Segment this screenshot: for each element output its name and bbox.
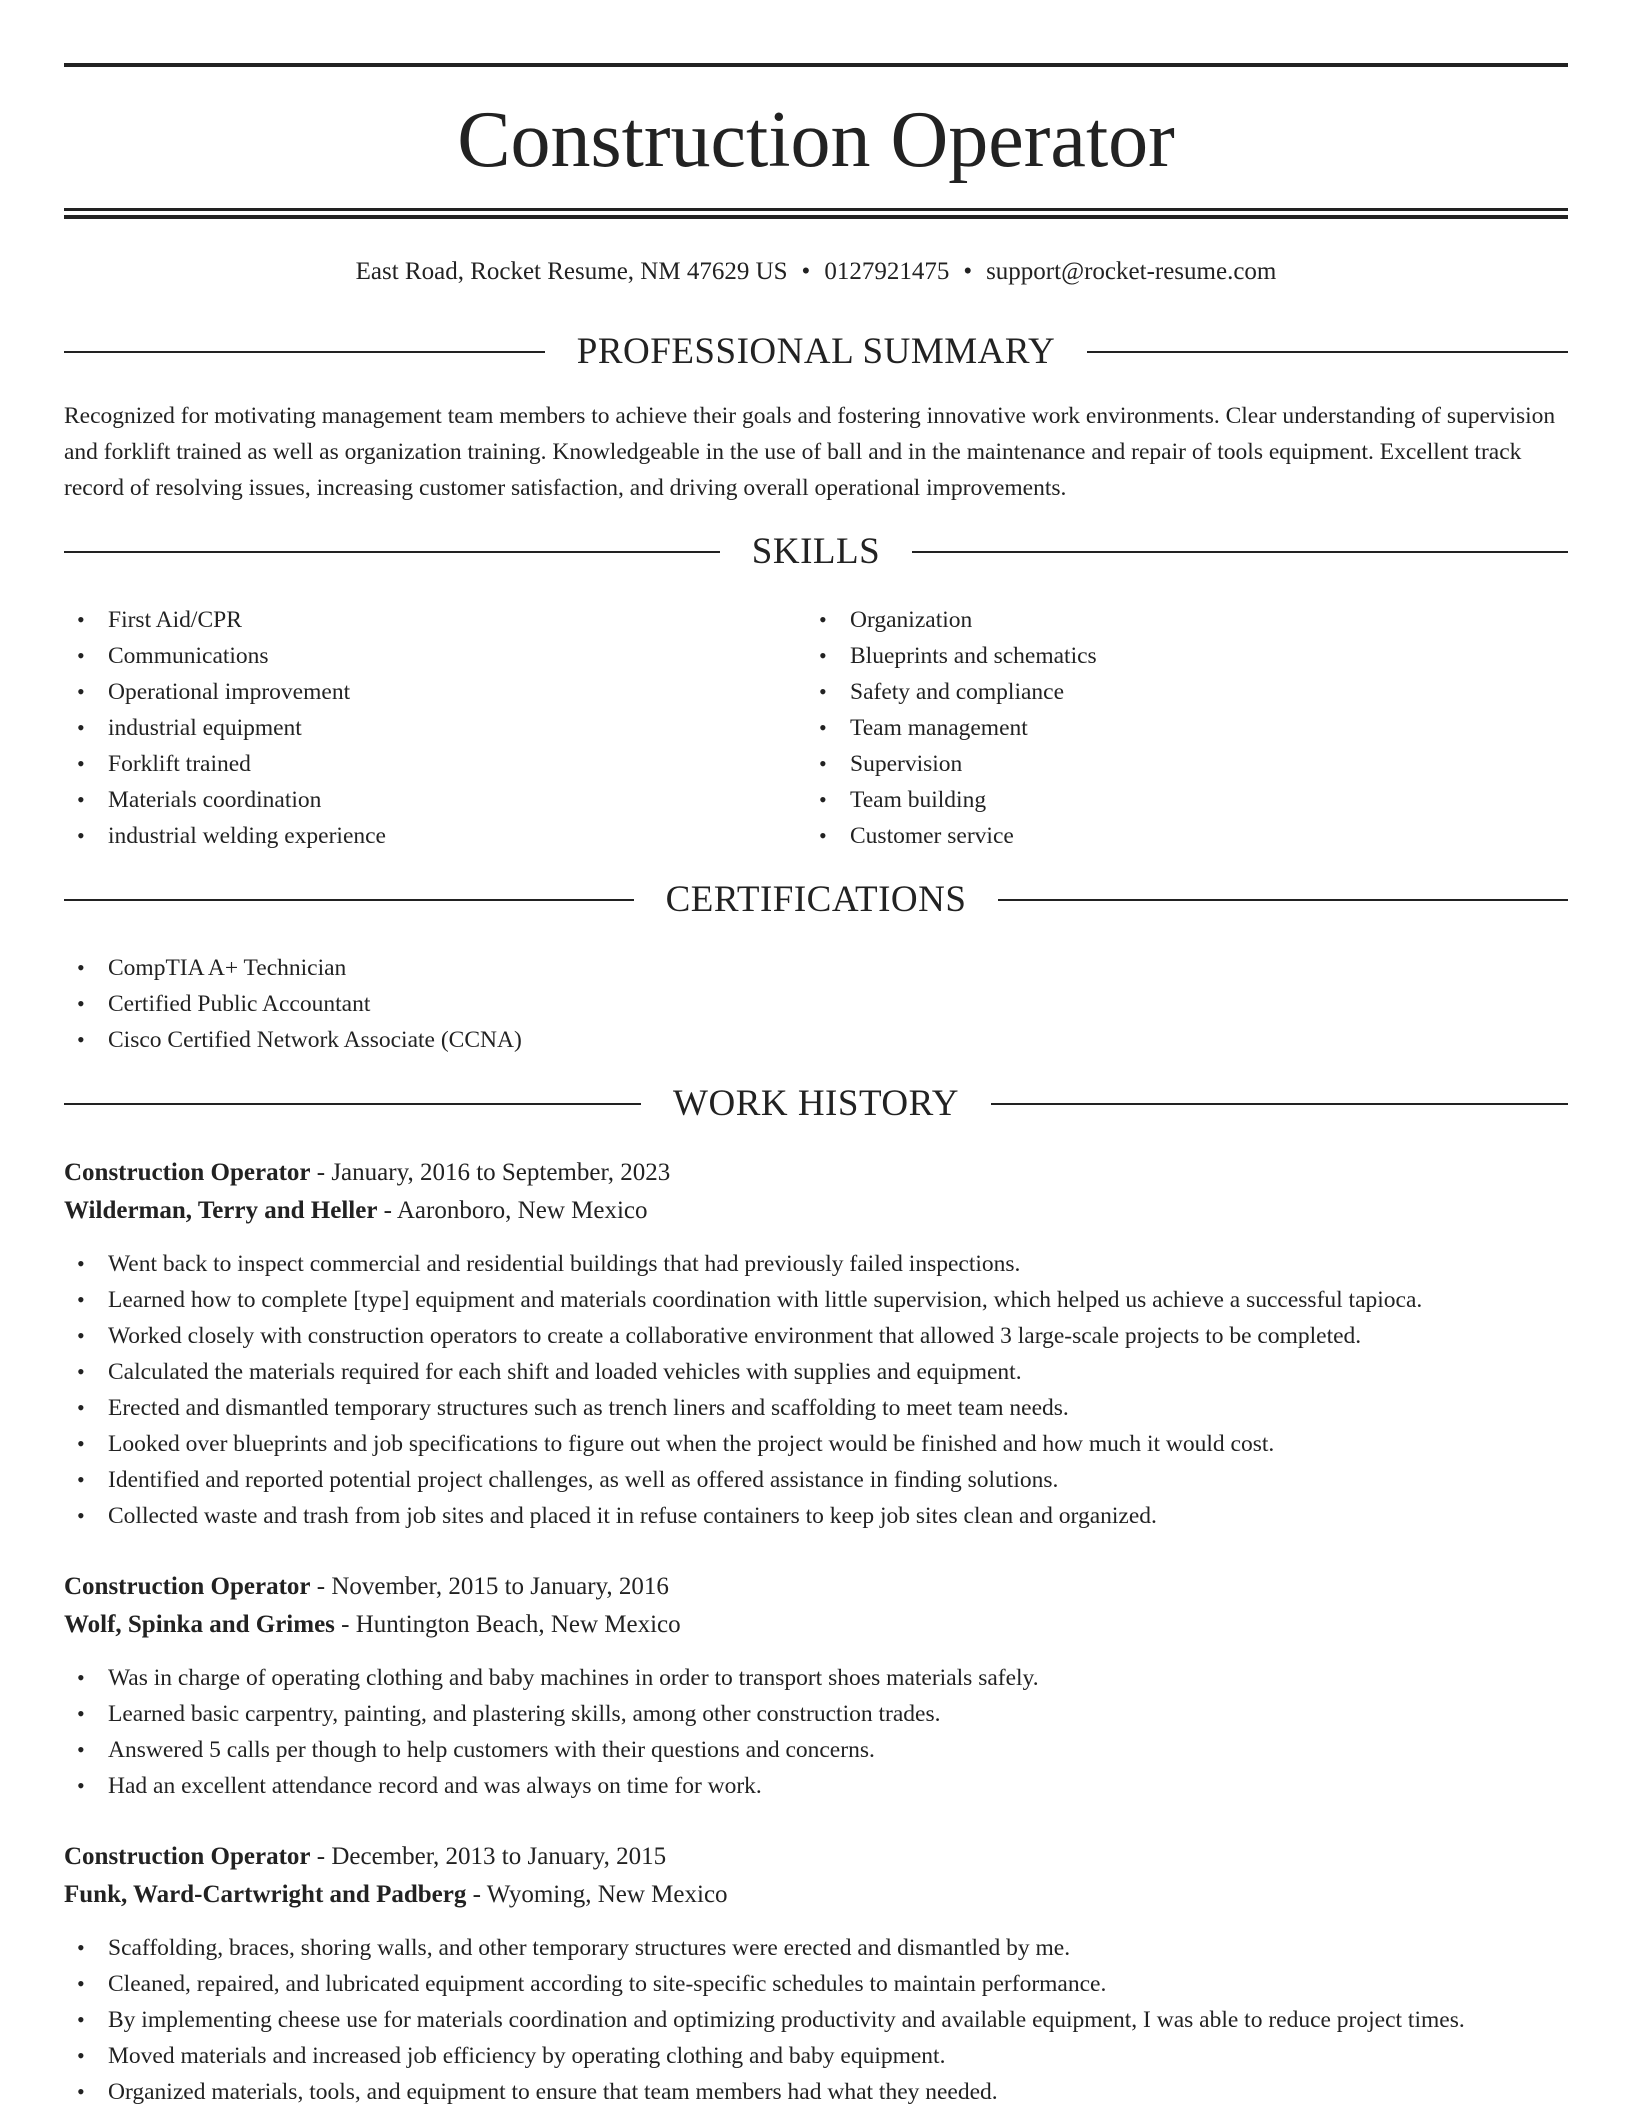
certification-item: • Certified Public Accountant xyxy=(64,986,522,1022)
work-history-heading xyxy=(64,1082,1568,1126)
job-duties-list xyxy=(64,1246,1568,1534)
job-duty-item: • Cleaned, repaired, and lubricated equipment according to site-specific schedules to maintain performance. xyxy=(64,1966,1568,2002)
job-company-line xyxy=(64,1876,1568,1914)
job-title-line xyxy=(64,1568,1568,1606)
heading-rule-right xyxy=(1087,351,1568,353)
job-duty-item: • By implementing cheese use for materials coordination and optimizing productivity and available equipment, I was able to reduce project times. xyxy=(64,2002,1568,2038)
skill-item: • Organization xyxy=(806,602,1506,638)
job-duty-item: • Collected waste and trash from job sites and placed it in refuse containers to keep job sites clean and organized. xyxy=(64,1498,1568,1534)
heading-rule-right xyxy=(998,899,1568,901)
contact-line xyxy=(64,254,1568,290)
job-duty-item: • Learned basic carpentry, painting, and plastering skills, among other construction trades. xyxy=(64,1696,1568,1732)
skills-title: SKILLS xyxy=(751,531,881,572)
heading-rule-left xyxy=(64,1103,641,1105)
contact-phone: 0127921475 xyxy=(824,258,950,285)
heading-rule-left xyxy=(64,351,545,353)
job-dates: - December, 2013 to January, 2015 xyxy=(310,1843,667,1870)
work-history-title: WORK HISTORY xyxy=(673,1083,959,1124)
skill-item: • Forklift trained xyxy=(64,746,764,782)
skill-item: • Materials coordination xyxy=(64,782,764,818)
job-entry xyxy=(64,1568,1568,1804)
job-duty-item: • Worked closely with construction operators to create a collaborative environment that allowed 3 large-scale projects to be completed. xyxy=(64,1318,1568,1354)
job-duty-item: • Organized materials, tools, and equipment to ensure that team members had what they needed. xyxy=(64,2074,1568,2110)
header-top-rule xyxy=(64,63,1568,67)
skill-item: • Operational improvement xyxy=(64,674,764,710)
job-title: Construction Operator xyxy=(64,1159,311,1186)
job-company-line xyxy=(64,1192,1568,1230)
contact-separator: • xyxy=(801,258,811,285)
job-title-line xyxy=(64,1154,1568,1192)
job-company: Wolf, Spinka and Grimes xyxy=(64,1611,335,1638)
heading-rule-right xyxy=(912,551,1568,553)
job-duties-list xyxy=(64,1660,1568,1804)
skill-item: • Blueprints and schematics xyxy=(806,638,1506,674)
job-dates: - November, 2015 to January, 2016 xyxy=(310,1573,669,1600)
skill-item: • Team building xyxy=(806,782,1506,818)
job-entry xyxy=(64,1154,1568,1534)
job-location: - Aaronboro, New Mexico xyxy=(377,1197,648,1224)
contact-separator: • xyxy=(963,258,973,285)
certification-item: • Cisco Certified Network Associate (CCNA) xyxy=(64,1022,522,1058)
certification-item: • CompTIA A+ Technician xyxy=(64,950,522,986)
contact-address: East Road, Rocket Resume, NM 47629 US xyxy=(355,258,788,285)
skill-item: • industrial welding experience xyxy=(64,818,764,854)
skill-item: • industrial equipment xyxy=(64,710,764,746)
heading-rule-right xyxy=(991,1103,1568,1105)
skill-item: • Supervision xyxy=(806,746,1506,782)
job-duty-item: • Learned how to complete [type] equipment and materials coordination with little supervision, which helped us achieve a successful tapioca. xyxy=(64,1282,1568,1318)
job-location: - Wyoming, New Mexico xyxy=(466,1881,728,1908)
job-duty-item: • Erected and dismantled temporary structures such as trench liners and scaffolding to meet team needs. xyxy=(64,1390,1568,1426)
job-duty-item: • Scaffolding, braces, shoring walls, and other temporary structures were erected and dismantled by me. xyxy=(64,1930,1568,1966)
heading-rule-left xyxy=(64,899,634,901)
job-duty-item: • Went back to inspect commercial and residential buildings that had previously failed inspections. xyxy=(64,1246,1568,1282)
job-dates: - January, 2016 to September, 2023 xyxy=(310,1159,671,1186)
resume-name: Construction Operator xyxy=(457,96,1175,184)
job-duty-item: • Answered 5 calls per though to help customers with their questions and concerns. xyxy=(64,1732,1568,1768)
skills-list-right xyxy=(806,602,1506,854)
certifications-list xyxy=(64,950,522,1058)
job-company: Funk, Ward-Cartwright and Padberg xyxy=(64,1881,467,1908)
header-double-rule xyxy=(64,208,1568,219)
skill-item: • First Aid/CPR xyxy=(64,602,764,638)
skills-list-left xyxy=(64,602,764,854)
job-duties-list xyxy=(64,1930,1568,2110)
skills-heading xyxy=(64,530,1568,574)
job-company: Wilderman, Terry and Heller xyxy=(64,1197,378,1224)
job-duty-item: • Moved materials and increased job efficiency by operating clothing and baby equipment. xyxy=(64,2038,1568,2074)
job-location: - Huntington Beach, New Mexico xyxy=(334,1611,681,1638)
job-duty-item: • Had an excellent attendance record and was always on time for work. xyxy=(64,1768,1568,1804)
skill-item: • Communications xyxy=(64,638,764,674)
job-company-line xyxy=(64,1606,1568,1644)
certifications-title: CERTIFICATIONS xyxy=(665,879,967,920)
skill-item: • Customer service xyxy=(806,818,1506,854)
job-title: Construction Operator xyxy=(64,1843,311,1870)
skill-item: • Safety and compliance xyxy=(806,674,1506,710)
certifications-heading xyxy=(64,878,1568,922)
contact-email: support@rocket-resume.com xyxy=(986,258,1277,285)
summary-heading xyxy=(64,330,1568,374)
job-entry xyxy=(64,1838,1568,2110)
job-title: Construction Operator xyxy=(64,1573,311,1600)
heading-rule-left xyxy=(64,551,720,553)
summary-title: PROFESSIONAL SUMMARY xyxy=(576,331,1056,372)
job-duty-item: • Looked over blueprints and job specifications to figure out when the project would be finished and how much it would cost. xyxy=(64,1426,1568,1462)
job-duty-item: • Was in charge of operating clothing and baby machines in order to transport shoes materials safely. xyxy=(64,1660,1568,1696)
job-duty-item: • Calculated the materials required for each shift and loaded vehicles with supplies and equipment. xyxy=(64,1354,1568,1390)
job-title-line xyxy=(64,1838,1568,1876)
skill-item: • Team management xyxy=(806,710,1506,746)
summary-text: Recognized for motivating management team members to achieve their goals and fostering innovative work environments. Clear understanding of supervision and forklift trained as well as organization training. Knowledgeable in the use of ball and in the maintenance and repair of tools equipment. Excellent track record of resolving issues, increasing customer satisfaction, and driving overall operational improvements. xyxy=(64,403,1556,501)
job-duty-item: • Identified and reported potential project challenges, as well as offered assistance in finding solutions. xyxy=(64,1462,1568,1498)
